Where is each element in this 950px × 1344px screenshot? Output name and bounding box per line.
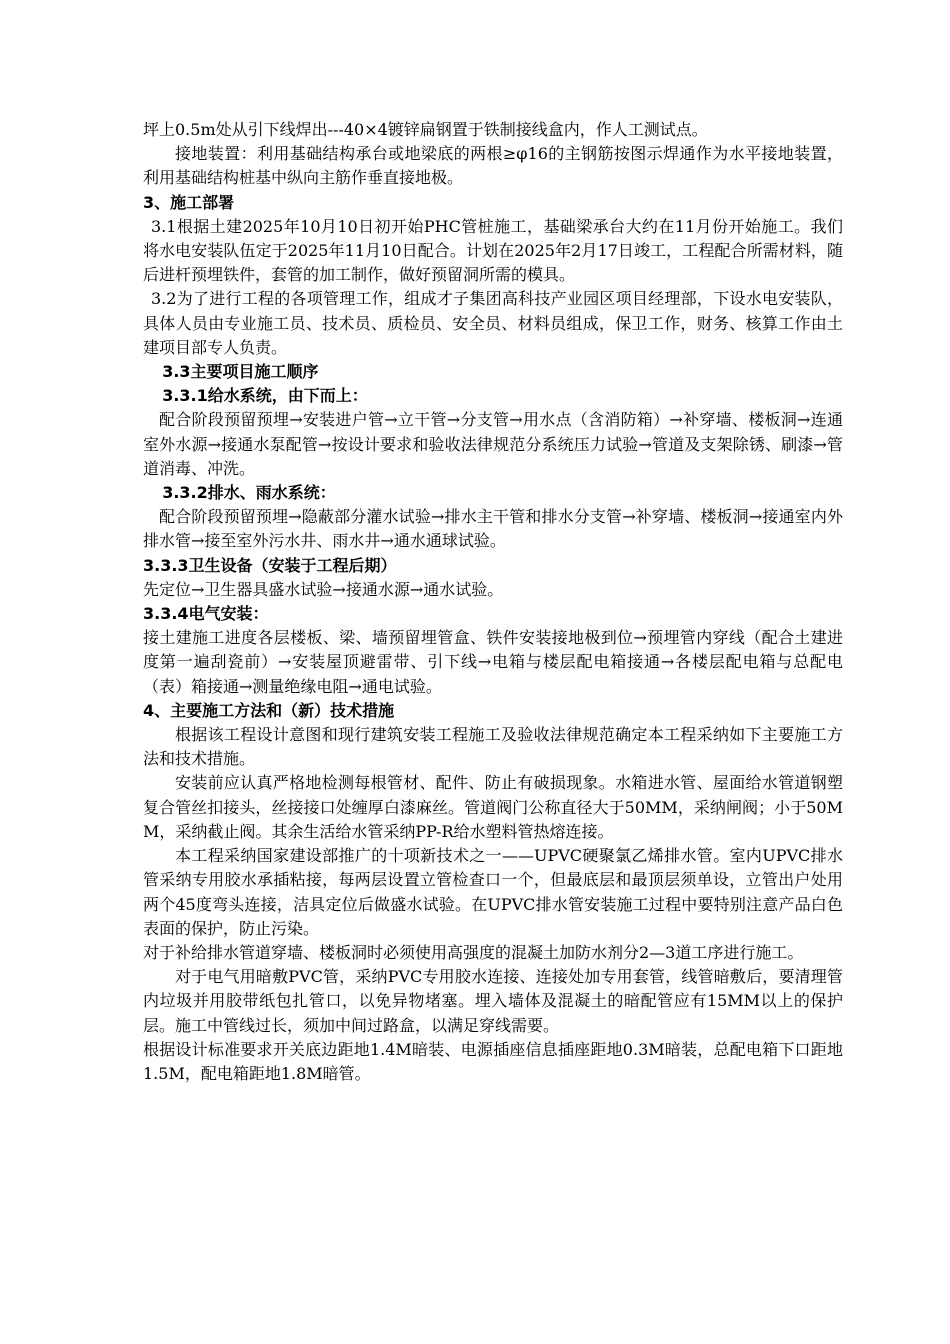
subsection-heading-3-3: 3.3主要项目施工顺序 — [162, 362, 319, 382]
paragraph-4-electrical-conduit: 对于电气用暗敷PVC管，采纳PVC专用胶水连接、连接处加专用套管，线管暗敷后，要清理管内垃圾并用胶带纸包扎管口，以免异物堵塞。埋入墙体及混凝土的暗配管应有15MM以上的保护层。施工中管线过长，须加中间过路盒，以满足穿线需要。 — [143, 967, 843, 1035]
subsection-heading-3-3-4: 3.3.4电气安装： — [143, 604, 269, 624]
paragraph-3-3-2: 配合阶段预留预埋→隐蔽部分灌水试验→排水主干管和排水分支管→补穿墙、楼板洞→接通室内外排水管→接至室外污水井、雨水井→通水通球试验。 — [143, 507, 843, 551]
paragraph-3-1: 3.1根据土建2025年10月10日初开始PHC管桩施工，基础梁承台大约在11月份开始施工。我们将水电安装队伍定于2025年11月10日配合。计划在2025年2月17日竣工，工程配合所需材料，随后进杆预埋铁件，套管的加工制作，做好预留洞所需的模具。 — [143, 216, 843, 285]
document-page — [143, 118, 843, 1086]
paragraph-4-upvc: 本工程采纳国家建设部推广的十项新技术之一——UPVC硬聚氯乙烯排水管。室内UPVC排水管采纳专用胶水承插粘接，每两层设置立管检查口一个，但最底层和最顶层须单设，立管出户处用两个45度弯头连接，洁具定位后做盛水试验。在UPVC排水管安装施工过程中要特别注意产品白色表面的保护，防止污染。 — [143, 846, 843, 938]
subsection-heading-3-3-3: 3.3.3卫生设备（安装于工程后期） — [143, 555, 397, 575]
subsection-heading-3-3-2: 3.3.2排水、雨水系统： — [162, 483, 336, 503]
paragraph-4-wall-openings: 对于补给排水管道穿墙、楼板洞时必须使用高强度的混凝土加防水剂分2—3道工序进行施工。 — [143, 942, 804, 962]
paragraph-4-installation-heights: 根据设计标准要求开关底边距地1.4M暗装、电源插座信息插座距地0.3M暗装，总配电箱下口距地1.5M，配电箱距地1.8M暗管。 — [143, 1039, 843, 1083]
section-heading-construction-methods: 4、主要施工方法和（新）技术措施 — [143, 700, 395, 720]
paragraph-4-pipe-inspection: 安装前应认真严格地检测每根管材、配件、防止有破损现象。水箱进水管、屋面给水管道钢塑复合管丝扣接头，丝接接口处缠厚白漆麻丝。管道阀门公称直径大于50MM，采纳闸阀；小于50MM，采纳截止阀。其余生活给水管采纳PP-R给水塑料管热熔连接。 — [143, 773, 843, 841]
paragraph-3-2: 3.2为了进行工程的各项管理工作，组成才子集团高科技产业园区项目经理部，下设水电安装队，具体人员由专业施工员、技术员、质检员、安全员、材料员组成，保卫工作，财务、核算工作由土建项目部专人负责。 — [143, 289, 843, 357]
paragraph-4-intro: 根据该工程设计意图和现行建筑安装工程施工及验收法律规范确定本工程采纳如下主要施工方法和技术措施。 — [143, 725, 843, 769]
section-heading-construction-deployment: 3、施工部署 — [143, 192, 235, 212]
paragraph-grounding-test-point: 坪上0.5m处从引下线焊出---40×4镀锌扁钢置于铁制接线盒内，作人工测试点。 — [143, 120, 708, 139]
subsection-heading-3-3-1: 3.3.1给水系统，由下而上： — [162, 386, 368, 406]
paragraph-3-3-4: 接土建施工进度各层楼板、梁、墙预留埋管盒、铁件安装接地极到位→预埋管内穿线（配合土建进度第一遍刮瓷前）→安装屋顶避雷带、引下线→电箱与楼层配电箱接通→各楼层配电箱与总配电（表）箱接通→测量绝缘电阻→通电试验。 — [143, 628, 843, 696]
paragraph-3-3-1: 配合阶段预留预埋→安装进户管→立干管→分支管→用水点（含消防箱）→补穿墙、楼板洞→连通室外水源→接通水泵配管→按设计要求和验收法律规范分系统压力试验→管道及支架除锈、刷漆→管道消毒、冲洗。 — [143, 410, 843, 478]
paragraph-3-3-3: 先定位→卫生器具盛水试验→接通水源→通水试验。 — [143, 579, 504, 599]
paragraph-grounding-device: 接地装置：利用基础结构承台或地梁底的两根≥φ16的主钢筋按图示焊通作为水平接地装置，利用基础结构桩基中纵向主筋作垂直接地极。 — [143, 144, 843, 188]
